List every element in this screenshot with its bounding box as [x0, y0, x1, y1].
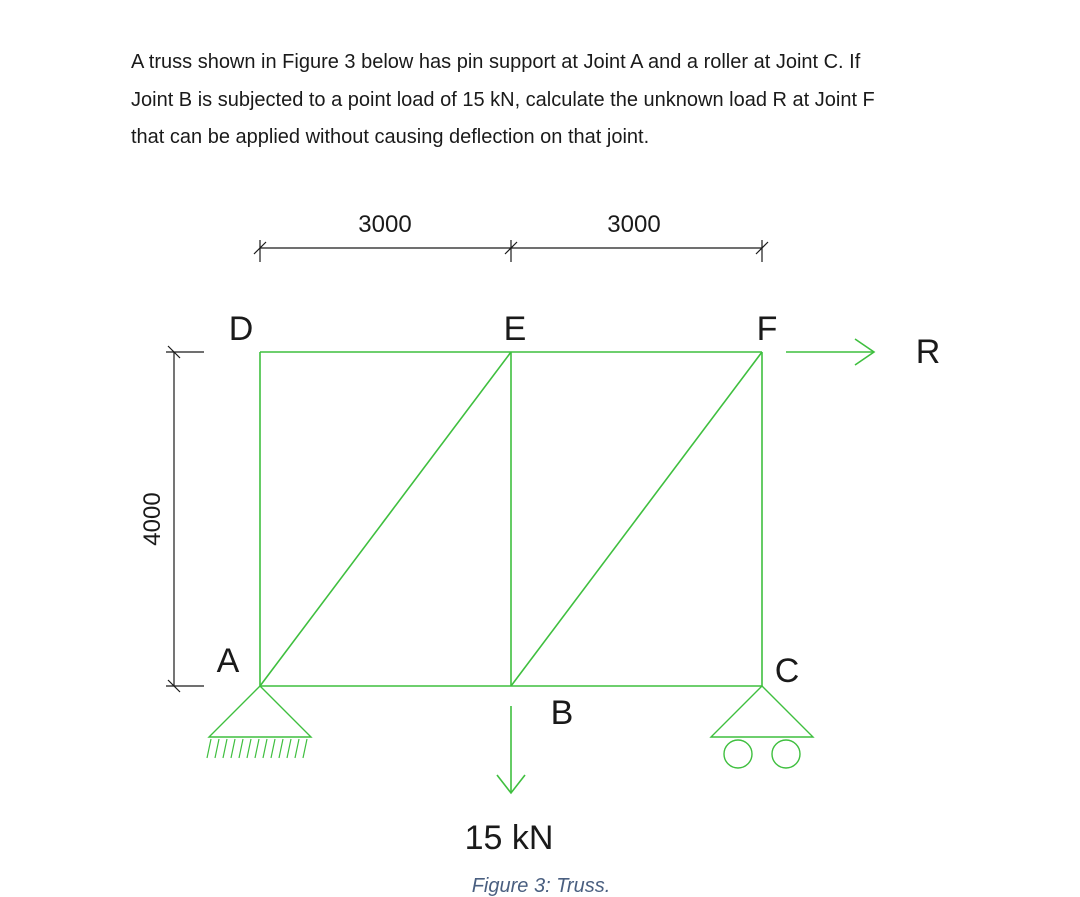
joint-label-f: F: [756, 310, 778, 348]
load-15kn-arrow: [497, 706, 525, 793]
problem-line-1: A truss shown in Figure 3 below has pin support at Joint A and a roller at Joint C. If: [131, 51, 861, 73]
joint-label-e: E: [503, 310, 527, 348]
load-15kn-label: 15 kN: [464, 819, 554, 857]
ground-hatch: [207, 739, 307, 758]
pin-support-triangle: [209, 686, 311, 737]
dim-label-right: 3000: [607, 211, 661, 238]
problem-line-2: Joint B is subjected to a point load of 15 kN, calculate the unknown load R at Joint F: [131, 88, 875, 111]
joint-label-b: B: [550, 694, 574, 732]
top-dimension: [254, 211, 768, 262]
truss-members: [260, 352, 762, 686]
load-r-arrow: [786, 339, 874, 365]
load-r-label: R: [915, 333, 941, 371]
member-bf: [511, 352, 762, 686]
left-dimension: [139, 346, 204, 692]
member-ae: [260, 352, 511, 686]
joint-label-a: A: [216, 642, 240, 680]
problem-line-3: that can be applied without causing deflection on that joint.: [131, 126, 650, 148]
roller-support-c: [711, 686, 813, 768]
dim-label-left: 3000: [358, 211, 412, 238]
roller-support-triangle: [711, 686, 813, 737]
pin-support-a: [207, 686, 311, 758]
roller-wheel-left: [724, 740, 752, 768]
joint-label-d: D: [228, 310, 254, 348]
joint-label-c: C: [774, 652, 800, 690]
roller-wheel-right: [772, 740, 800, 768]
figure-caption: Figure 3: Truss.: [471, 875, 611, 897]
dim-label-height: 4000: [139, 492, 166, 546]
